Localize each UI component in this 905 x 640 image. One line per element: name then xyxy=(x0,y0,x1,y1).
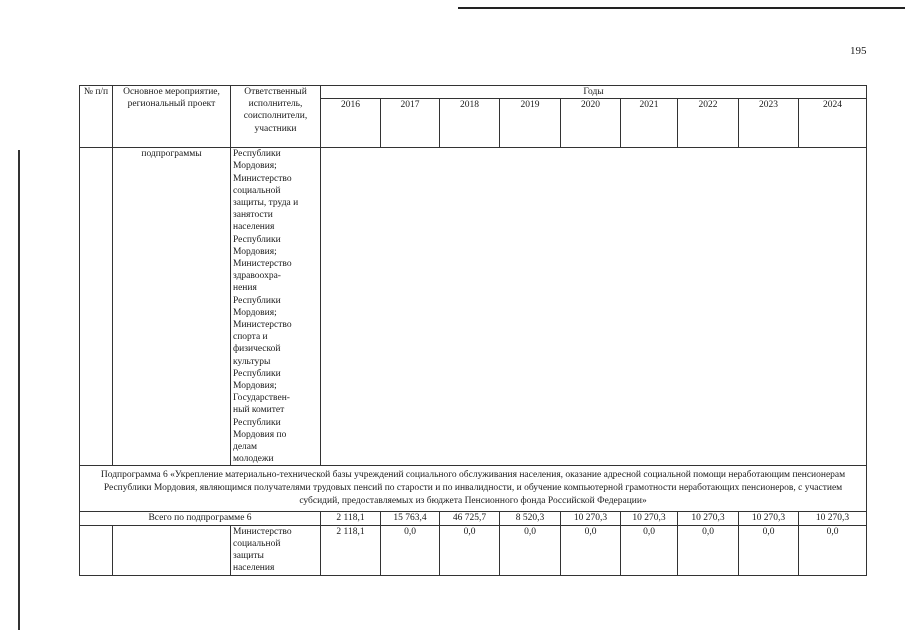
page-number: 195 xyxy=(850,45,867,57)
ministry-responsible: Министерство социальной защиты населения xyxy=(231,525,321,575)
ministry-2016: 2 118,1 xyxy=(321,525,381,575)
year-2024: 2024 xyxy=(799,99,867,148)
ministry-2019: 0,0 xyxy=(500,525,561,575)
year-2021: 2021 xyxy=(621,99,678,148)
year-2018: 2018 xyxy=(440,99,500,148)
total-2021: 10 270,3 xyxy=(621,512,678,525)
subprogram-title: Подпрограмма 6 «Укрепление материально-технической базы учреждений социального обслуживания населения, оказание адресной социальной помощи неработающим пенсионерам Республики Мордовия, являющимся получателями трудовых пенсий по старости и по инвалидности, и обучение компьютерной грамотности неработающих пенсионеров, с участием субсидий, предоставляемых из бюджета Пенсионного фонда Российской Федерации» xyxy=(80,466,867,512)
total-2024: 10 270,3 xyxy=(799,512,867,525)
ministry-event xyxy=(113,525,231,575)
total-row xyxy=(80,512,867,525)
ministry-2024: 0,0 xyxy=(799,525,867,575)
total-2023: 10 270,3 xyxy=(739,512,799,525)
ministry-no xyxy=(80,525,113,575)
total-2019: 8 520,3 xyxy=(500,512,561,525)
ministry-2020: 0,0 xyxy=(561,525,621,575)
cont-event: подпрограммы xyxy=(113,148,231,466)
header-years: Годы xyxy=(321,86,867,99)
continuation-row xyxy=(80,148,867,466)
ministry-2021: 0,0 xyxy=(621,525,678,575)
total-2020: 10 270,3 xyxy=(561,512,621,525)
header-no: № п/п xyxy=(80,86,113,148)
scan-edge-top xyxy=(458,7,905,9)
total-label: Всего по подпрограмме 6 xyxy=(80,512,321,525)
total-2016: 2 118,1 xyxy=(321,512,381,525)
ministry-2018: 0,0 xyxy=(440,525,500,575)
header-event: Основное мероприятие, региональный проект xyxy=(113,86,231,148)
year-2019: 2019 xyxy=(500,99,561,148)
header-row xyxy=(80,86,867,99)
cont-empty-values xyxy=(321,148,867,466)
year-2023: 2023 xyxy=(739,99,799,148)
ministry-2023: 0,0 xyxy=(739,525,799,575)
cont-responsible: Республики Мордовия; Министерство социальной защиты, труда и занятости населения Республики Мордовия; Министерство здравоохра- нения Республики Мордовия; Министерство спорта и физической культуры Республики Мордовия; Государствен- ный комитет Республики Мордовия по делам молодежи xyxy=(231,148,321,466)
budget-table xyxy=(79,85,867,576)
year-2017: 2017 xyxy=(381,99,440,148)
year-2020: 2020 xyxy=(561,99,621,148)
total-2017: 15 763,4 xyxy=(381,512,440,525)
total-2022: 10 270,3 xyxy=(678,512,739,525)
total-2018: 46 725,7 xyxy=(440,512,500,525)
header-responsible: Ответственный исполнитель, соисполнители, участники xyxy=(231,86,321,148)
scan-edge-left xyxy=(18,150,20,630)
ministry-2022: 0,0 xyxy=(678,525,739,575)
cont-no xyxy=(80,148,113,466)
year-2022: 2022 xyxy=(678,99,739,148)
ministry-row xyxy=(80,525,867,575)
year-2016: 2016 xyxy=(321,99,381,148)
ministry-2017: 0,0 xyxy=(381,525,440,575)
subprogram-title-row xyxy=(80,466,867,512)
